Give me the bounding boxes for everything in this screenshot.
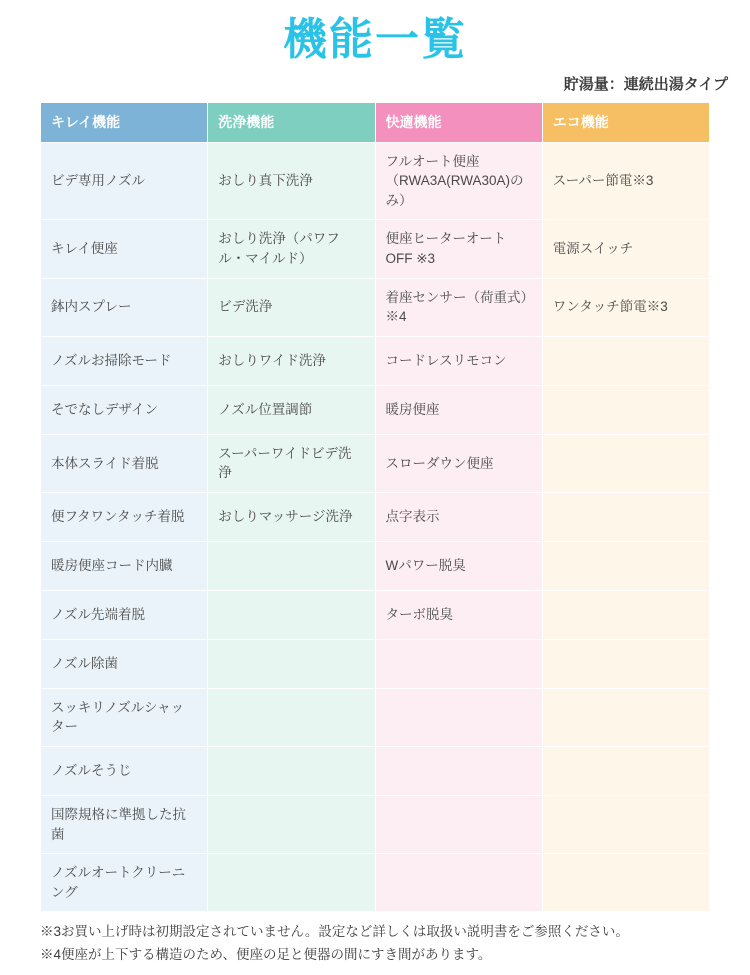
table-body [41, 142, 710, 911]
cell-clean: そでなしデザイン [41, 385, 208, 434]
cell-comfort: フルオート便座（RWA3A(RWA30A)のみ） [375, 142, 542, 220]
table-row [41, 336, 710, 385]
cell-comfort: 着座センサー（荷重式）※4 [375, 278, 542, 336]
table-row [41, 639, 710, 688]
cell-eco: 電源スイッチ [542, 220, 709, 278]
cell-comfort [375, 746, 542, 795]
table-header [41, 102, 710, 142]
table-row [41, 688, 710, 746]
table-row [41, 385, 710, 434]
page-title: 機能一覧 [283, 15, 467, 64]
cell-comfort [375, 854, 542, 912]
cell-wash: おしりマッサージ洗浄 [208, 492, 375, 541]
cell-eco: ワンタッチ節電※3 [542, 278, 709, 336]
cell-clean: ノズルそうじ [41, 746, 208, 795]
cell-clean: ノズル先端着脱 [41, 590, 208, 639]
cell-eco [542, 434, 709, 492]
cell-wash [208, 746, 375, 795]
cell-eco [542, 854, 709, 912]
cell-clean: 暖房便座コード内臓 [41, 541, 208, 590]
table-row [41, 590, 710, 639]
cell-eco [542, 639, 709, 688]
cell-eco [542, 590, 709, 639]
table-row [41, 278, 710, 336]
table-row [41, 142, 710, 220]
cell-wash: ビデ洗浄 [208, 278, 375, 336]
table-row [41, 434, 710, 492]
cell-comfort: スローダウン便座 [375, 434, 542, 492]
table-row [41, 795, 710, 853]
cell-comfort [375, 639, 542, 688]
footnote-3: ※3お買い上げ時は初期設定されていません。設定など詳しくは取扱い説明書をご参照ください。 [40, 924, 629, 940]
footnotes [40, 922, 710, 966]
cell-comfort: 便座ヒーターオートOFF ※3 [375, 220, 542, 278]
cell-clean: 便フタワンタッチ着脱 [41, 492, 208, 541]
table-row [41, 854, 710, 912]
cell-clean: 本体スライド着脱 [41, 434, 208, 492]
table-row [41, 541, 710, 590]
cell-wash: おしり洗浄（パワフル・マイルド） [208, 220, 375, 278]
table-row [41, 220, 710, 278]
cell-eco [542, 746, 709, 795]
cell-eco [542, 688, 709, 746]
column-header-eco-function: エコ機能 [542, 102, 709, 142]
cell-eco: スーパー節電※3 [542, 142, 709, 220]
table-row [41, 746, 710, 795]
table-row [41, 492, 710, 541]
table-header-row [41, 102, 710, 142]
cell-clean: ノズルオートクリーニング [41, 854, 208, 912]
footnote-4: ※4便座が上下する構造のため、便座の足と便器の間にすき間があります。 [40, 947, 492, 963]
cell-eco [542, 336, 709, 385]
cell-wash [208, 639, 375, 688]
cell-comfort: コードレスリモコン [375, 336, 542, 385]
cell-clean: キレイ便座 [41, 220, 208, 278]
cell-wash: おしりワイド洗浄 [208, 336, 375, 385]
cell-comfort: Wパワー脱臭 [375, 541, 542, 590]
feature-table [40, 102, 710, 912]
hot-water-type-note: 貯湯量：連続出湯タイプ [563, 75, 728, 93]
cell-comfort [375, 688, 542, 746]
cell-clean: スッキリノズルシャッター [41, 688, 208, 746]
cell-comfort: ターボ脱臭 [375, 590, 542, 639]
cell-wash [208, 590, 375, 639]
cell-eco [542, 492, 709, 541]
cell-clean: ビデ専用ノズル [41, 142, 208, 220]
cell-wash [208, 688, 375, 746]
cell-clean: ノズルお掃除モード [41, 336, 208, 385]
cell-wash: おしり真下洗浄 [208, 142, 375, 220]
cell-clean: 国際規格に準拠した抗菌 [41, 795, 208, 853]
cell-wash [208, 854, 375, 912]
cell-wash [208, 541, 375, 590]
cell-clean: ノズル除菌 [41, 639, 208, 688]
column-header-clean-function: キレイ機能 [41, 102, 208, 142]
cell-comfort: 暖房便座 [375, 385, 542, 434]
cell-eco [542, 795, 709, 853]
cell-wash [208, 795, 375, 853]
cell-eco [542, 385, 709, 434]
column-header-wash-function: 洗浄機能 [208, 102, 375, 142]
cell-wash: ノズル位置調節 [208, 385, 375, 434]
column-header-comfort-function: 快適機能 [375, 102, 542, 142]
cell-clean: 鉢内スプレー [41, 278, 208, 336]
cell-comfort: 点字表示 [375, 492, 542, 541]
cell-comfort [375, 795, 542, 853]
cell-eco [542, 541, 709, 590]
cell-wash: スーパーワイドビデ洗浄 [208, 434, 375, 492]
